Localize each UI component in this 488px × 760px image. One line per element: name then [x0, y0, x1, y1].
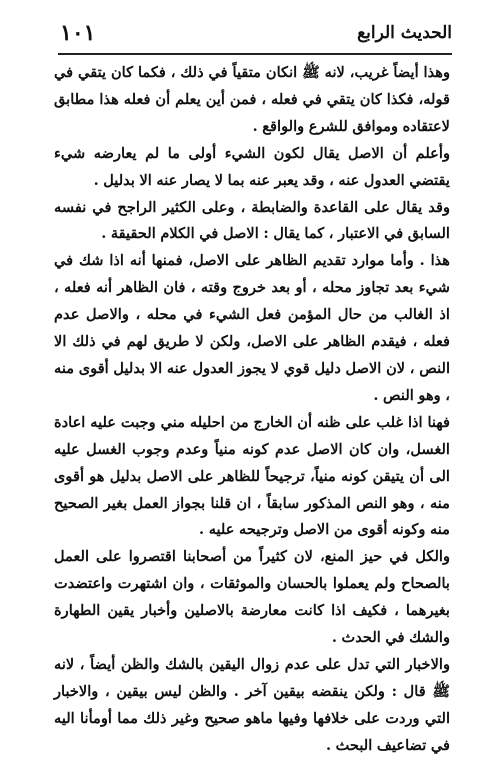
running-head: الحديث الرابع [357, 23, 452, 43]
page-header [60, 18, 452, 48]
body-text [54, 60, 450, 760]
paragraph: والكل في حيز المنع، لان كثيراً من أصحابنا اقتصروا على العمل بالصحاح ولم يعملوا بالحسان والموثقات ، وان اشتهرت واعتضدت بغيرهما ، فكيف اذا كانت معارضة بالاصلين وأخبار يقين الطهارة والشك في الحدث . [54, 548, 450, 647]
paragraph: وأعلم أن الاصل يقال لكون الشيء أولى ما لم يعارضه شيء يقتضي العدول عنه ، وقد يعبر عنه بما لا يصار عنه الا بدليل . [54, 144, 450, 189]
paragraph: فهنا اذا غلب على ظنه أن الخارج من احليله مني وجبت عليه اعادة الغسل، وان كان الاصل عدم كونه منياً وعدم وجوب الغسل عليه الى أن يتيقن كونه منياً، ترجيحاً للظاهر على الاصل بدليل هو أقوى منه ، وهو النص المذكور سابقاً ، ان قلنا بجواز العمل بغير الصحيح منه وكونه أقوى من الاصل وترجيحه عليه . [54, 413, 450, 539]
paragraph: والاخبار التي تدل على عدم زوال اليقين بالشك والظن أيضاً ، لانه ﷺ قال : ولكن ينقضه بيقين آخر . والظن ليس بيقين ، والاخبار التي وردت على خلافها وفيها ماهو صحيح وغير ذلك مما أومأنا اليه في تضاعيف البحث . [54, 655, 450, 754]
paragraph: وهذا أيضاً غريب، لانه ﷺ انكان متقياً في ذلك ، فكما كان يتقي في قوله، فكذا كان يتقي في فعله ، فمن أين يعلم أن فعله هذا مطابق لاعتقاده وموافق للشرع والواقع . [54, 64, 450, 135]
page-number: ١٠١ [60, 20, 96, 46]
paragraph: وقد يقال على القاعدة والضابطة ، وعلى الكثير الراجح في نفسه السابق في الاعتبار ، كما يقال : الاصل في الكلام الحقيقة . [54, 198, 450, 243]
header-rule [58, 53, 452, 55]
paragraph: هذا . وأما موارد تقديم الظاهر على الاصل، فمنها أنه اذا شك في شيء بعد تجاوز محله ، أو بعد خروج وقته ، فان الظاهر أنه فعله ، اذ الغالب من حال المؤمن فعل الشيء في محله ، والاصل عدم فعله ، فيقدم الظاهر على الاصل، ولكن لا طريق لهم في ذلك الا النص ، لان الاصل دليل قوي لا يجوز العدول عنه الا بدليل أقوى منه ، وهو النص . [54, 252, 450, 404]
